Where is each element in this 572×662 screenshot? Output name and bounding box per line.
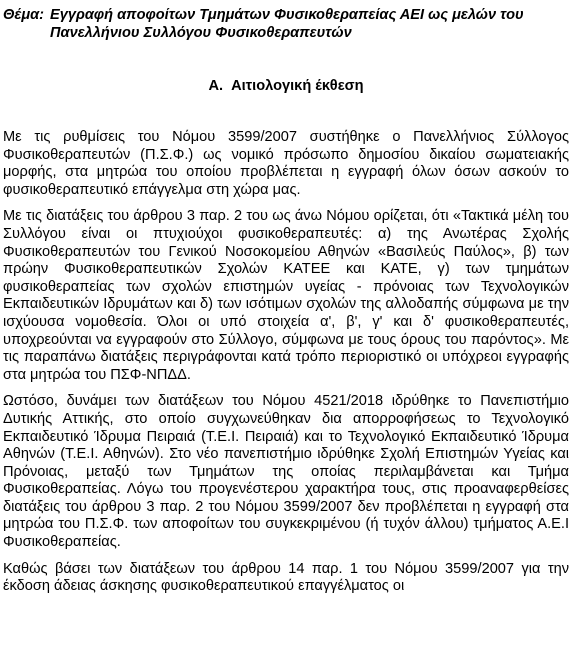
paragraph-3: Ωστόσο, δυνάμει των διατάξεων του Νόμου 4521/2018 ιδρύθηκε το Πανεπιστήμιο Δυτικής Αττικής, στο οποίο συγχωνεύθηκαν δια απορροφήσεως το Τεχνολογικό Εκπαιδευτικό Ίδρυμα Πειραιά (Τ.Ε.Ι. Πειραιά) και το Τεχνολογικό Εκπαιδευτικό Ίδρυμα Αθηνών (Τ.Ε.Ι. Αθηνών). Στο νέο πανεπιστήμιο ιδρύθηκε Σχολή Επιστημών Υγείας και Πρόνοιας, μεταξύ των Τμημάτων της οποίας περιλαμβάνεται και Τμήμα Φυσικοθεραπείας. Λόγω του προγενέστερου χαρακτήρα τους, στις προαναφερθείσες διατάξεις του άρθρου 3 παρ. 2 του Νόμου 3599/2007 δεν προβλέπεται η εγγραφή στα μητρώα του Π.Σ.Φ. των αποφοίτων του συγκεκριμένου (ή τυχόν άλλου) τμήματος Α.Ε.Ι Φυσικοθεραπείας. bbox=[3, 393, 569, 551]
section-number: Α. bbox=[208, 78, 224, 94]
subject-heading bbox=[3, 6, 569, 42]
paragraph-4: Καθώς βάσει των διατάξεων του άρθρου 14 παρ. 1 του Νόμου 3599/2007 για την έκδοση άδειας άσκησης φυσικοθεραπευτικού επαγγέλματος οι bbox=[3, 560, 569, 595]
section-title bbox=[3, 77, 569, 95]
paragraph-2: Με τις διατάξεις του άρθρου 3 παρ. 2 του ως άνω Νόμου ορίζεται, ότι «Τακτικά μέλη του Συλλόγου είναι οι πτυχιούχοι φυσικοθεραπευτές: α) της Ανωτέρας Σχολής Φυσικοθεραπευτών του Γενικού Νοσοκομείου Αθηνών «Βασιλεύς Παύλος», β) των πρώην Φυσικοθεραπευτικών Σχολών ΚΑΤΕΕ και ΚΑΤΕ, γ) των τμημάτων φυσικοθεραπείας των σχολών επιστημών υγείας - πρόνοιας των Τεχνολογικών Εκπαιδευτικών Ιδρυμάτων και δ) των ισότιμων σχολών της αλλοδαπής σύμφωνα με την ισχύουσα νομοθεσία. Όλοι οι υπό στοιχεία α', β', γ' και δ' φυσικοθεραπευτές, υποχρεούνται να εγγραφούν στο Σύλλογο, σύμφωνα με τους όρους του παρόντος». Με τις παραπάνω διατάξεις περιγράφονται κατά τρόπο περιοριστικό οι υπόχρεοι εγγραφής στα μητρώα του ΠΣΦ-ΝΠΔΔ. bbox=[3, 208, 569, 383]
subject-text: Εγγραφή αποφοίτων Τμημάτων Φυσικοθεραπείας ΑΕΙ ως μελών του Πανελλήνιου Συλλόγου Φυσικοθεραπευτών bbox=[50, 7, 524, 41]
subject-label: Θέμα: bbox=[3, 7, 45, 23]
paragraph-1: Με τις ρυθμίσεις του Νόμου 3599/2007 συστήθηκε ο Πανελλήνιος Σύλλογος Φυσικοθεραπευτών (Π.Σ.Φ.) ως νομικό πρόσωπο δημοσίου δικαίου σωματειακής μορφής, στα μητρώα του οποίου προβλέπεται η εγγραφή όλων όσων ασκούν το φυσικοθεραπευτικό επάγγελμα στη χώρα μας. bbox=[3, 129, 569, 198]
section-title-text: Αιτιολογική έκθεση bbox=[231, 78, 364, 94]
